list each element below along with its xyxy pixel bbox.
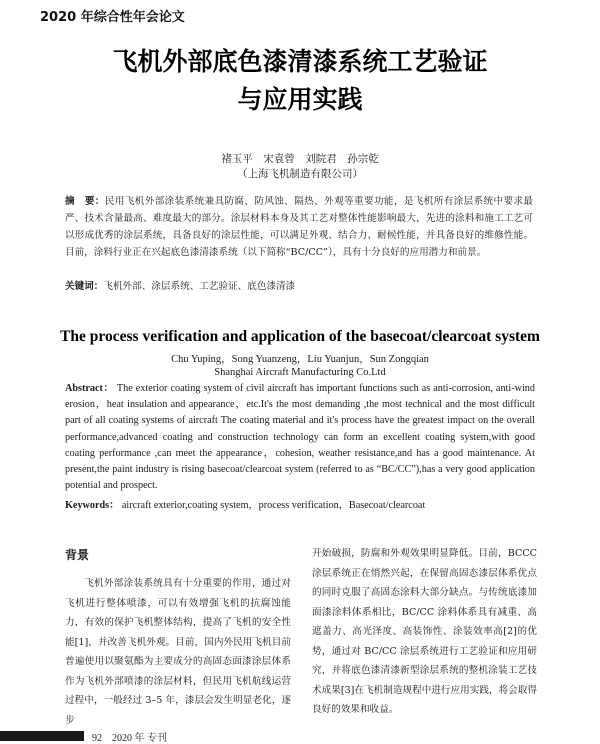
section-heading: 背景 <box>65 548 90 562</box>
paper-title-line-2: 与应用实践 <box>237 85 363 114</box>
english-abstract-text: The exterior coating system of civil aircraft has important functions such as anti-corrosion, anti-wind erosion，heat insulation and appearance，etc.It's the most demanding ,the most technical and the most difficult part of all coating systems of aircraft The coating material and it's process have the greatest impact on the overall performance,advanced coating and construction technology can form an excellent coating system,with good coating performance ,can meet the appearance，cohesion, weather resistance,and has a good maintenance. At present,the paint industry is rising basecoat/clearcoat system (referred to as “BC/CC”),has a very good application potential and prospect. <box>65 383 535 492</box>
chinese-keywords-text: 飞机外部、涂层系统、工艺验证、底色漆清漆 <box>103 281 296 292</box>
paper-title-line-1: 飞机外部底色漆清漆系统工艺验证 <box>112 47 488 76</box>
english-abstract <box>65 381 535 494</box>
body-left-column: 飞机外部涂装系统具有十分重要的作用，通过对飞机进行整体喷漆，可以有效增强飞机的抗腐蚀能力，有效的保护飞机整体结构，提高了飞机的安全性能[1]，并改善飞机外观。目前，国内外民用飞机目前普遍使用以聚氨酯为主要成分的高固态面漆涂层体系作为飞机外部喷漆的涂层材料，但民用飞机航线运营过程中，一般经过 3–5 年，漆层会发生明显老化，逐步 <box>65 578 291 726</box>
chinese-affiliation: （上海飞机制造有限公司） <box>237 168 363 180</box>
english-title: The process verification and application of the basecoat/clearcoat system <box>60 328 540 345</box>
english-affiliation: Shanghai Aircraft Manufacturing Co.Ltd <box>214 367 386 378</box>
english-authors: Chu Yuping，Song Yuanzeng，Liu Yuanjun，Sun Zongqian <box>171 354 429 365</box>
chinese-abstract-text: 民用飞机外部涂装系统兼具防腐、防风蚀、隔热、外观等重要功能，是飞机所有涂层系统中要求最严、技术含量最高、难度最大的部分。涂层材料本身及其工艺对整体性能影响最大，先进的涂料和施工工艺可以形成优秀的涂层系统，具备良好的涂层性能，可以满足外观、结合力、耐候性能，并具备良好的维修性能。目前，涂料行业正在兴起底色漆清漆系统（以下简称“BC/CC”），具有十分良好的应用潜力和前景。 <box>65 196 534 258</box>
english-keywords <box>65 496 535 511</box>
english-keywords-label: Keywords： <box>65 500 120 511</box>
chinese-abstract-label: 摘 要： <box>65 196 105 207</box>
footer-bar <box>0 731 84 741</box>
chinese-keywords-label: 关键词： <box>65 281 104 292</box>
running-header: 2020 年综合性年会论文 <box>40 10 185 25</box>
english-abstract-label: Abstract： <box>65 383 115 394</box>
body-right-column: 开始破损，防腐和外观效果明显降低。目前，BCCC 涂层系统正在悄然兴起，在保留高固态漆层体系优点的同时克服了高固态涂料大部分缺点。与传统底漆加面漆涂料体系相比，BC/CC 涂料体系具有减重、高遮盖力、高光泽度、高装饰性、涂装效率高[2]的优势，通过对 BC/CC 涂层系统进行工艺验证和应用研究，并将底色漆清漆新型涂层系统的整机涂装工艺技术成果[3]在飞机制造规程中进行应用实践，将会取得良好的效果和收益。 <box>312 548 537 715</box>
chinese-authors: 褚玉平 宋袁曾 刘院君 孙宗乾 <box>221 153 379 165</box>
chinese-keywords <box>65 278 533 292</box>
chinese-abstract <box>65 193 533 261</box>
footer-page-info: 92 2020 年 专刊 <box>92 733 167 744</box>
english-keywords-text: aircraft exterior,coating system，process verification，Basecoat/clearcoat <box>121 500 426 511</box>
